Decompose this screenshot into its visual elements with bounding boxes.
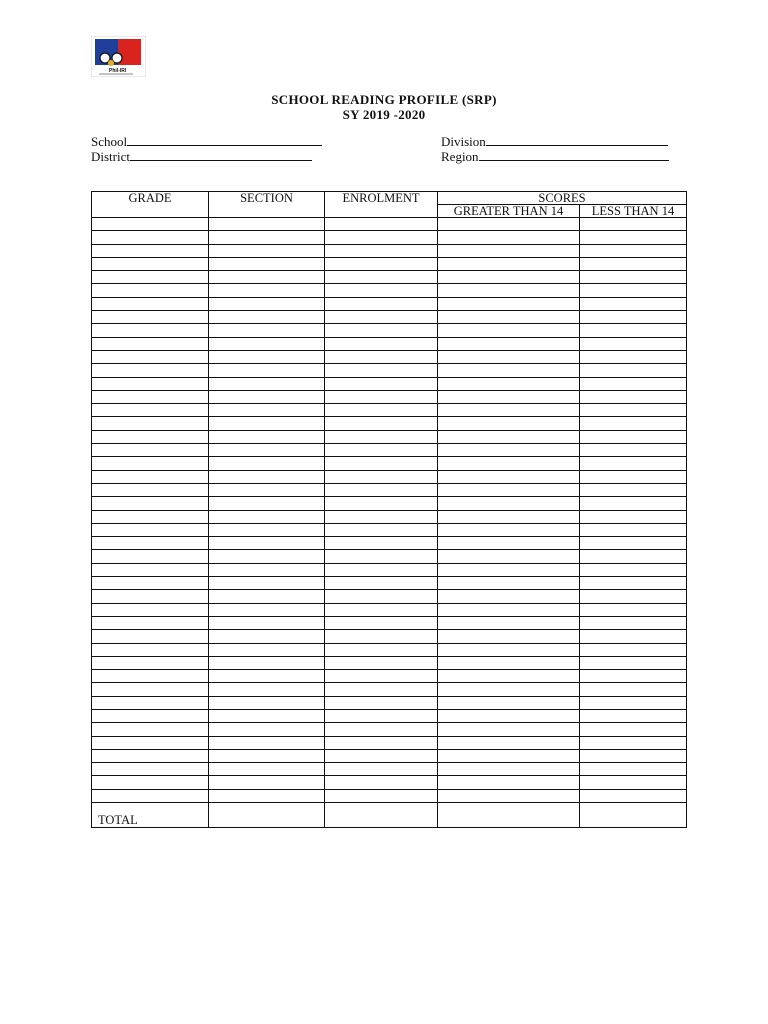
enrolment-cell[interactable] xyxy=(325,218,438,231)
table-row xyxy=(92,643,687,656)
section-cell[interactable] xyxy=(209,284,325,297)
greater-than-14-cell[interactable] xyxy=(438,603,580,616)
table-row xyxy=(92,364,687,377)
section-cell[interactable] xyxy=(209,218,325,231)
greater-than-14-cell[interactable] xyxy=(438,590,580,603)
greater-than-14-cell[interactable] xyxy=(438,324,580,337)
greater-than-14-cell[interactable] xyxy=(438,483,580,496)
less-than-14-cell[interactable] xyxy=(580,577,687,590)
grade-cell[interactable] xyxy=(92,497,209,510)
less-than-14-cell[interactable] xyxy=(580,749,687,762)
scores-header: SCORES xyxy=(438,192,687,205)
table-row xyxy=(92,656,687,669)
grade-cell[interactable] xyxy=(92,271,209,284)
table-row xyxy=(92,563,687,576)
table-row xyxy=(92,350,687,363)
less-than-14-cell[interactable] xyxy=(580,723,687,736)
grade-cell[interactable] xyxy=(92,324,209,337)
grade-cell[interactable] xyxy=(92,297,209,310)
section-cell[interactable] xyxy=(209,683,325,696)
section-cell[interactable] xyxy=(209,696,325,709)
table-row xyxy=(92,444,687,457)
less-than-14-cell[interactable] xyxy=(580,537,687,550)
less-than-14-cell[interactable] xyxy=(580,337,687,350)
enrolment-cell[interactable] xyxy=(325,271,438,284)
enrolment-cell[interactable] xyxy=(325,763,438,776)
enrolment-cell[interactable] xyxy=(325,683,438,696)
section-cell[interactable] xyxy=(209,311,325,324)
grade-cell[interactable] xyxy=(92,390,209,403)
less-than-14-header: LESS THAN 14 xyxy=(580,205,687,218)
less-than-14-cell[interactable] xyxy=(580,218,687,231)
table-row xyxy=(92,497,687,510)
enrolment-cell[interactable] xyxy=(325,390,438,403)
greater-than-14-cell[interactable] xyxy=(438,231,580,244)
greater-than-14-cell[interactable] xyxy=(438,577,580,590)
grade-cell[interactable] xyxy=(92,603,209,616)
less-than-14-cell[interactable] xyxy=(580,324,687,337)
enrolment-cell[interactable] xyxy=(325,723,438,736)
less-than-14-cell[interactable] xyxy=(580,444,687,457)
enrolment-cell[interactable] xyxy=(325,537,438,550)
section-cell[interactable] xyxy=(209,736,325,749)
enrolment-cell[interactable] xyxy=(325,643,438,656)
school-year: SY 2019 -2020 xyxy=(342,107,426,122)
enrolment-cell[interactable] xyxy=(325,444,438,457)
grade-cell[interactable] xyxy=(92,430,209,443)
enrolment-cell[interactable] xyxy=(325,311,438,324)
section-cell[interactable] xyxy=(209,510,325,523)
enrolment-cell[interactable] xyxy=(325,257,438,270)
less-than-14-cell[interactable] xyxy=(580,457,687,470)
grade-cell[interactable] xyxy=(92,483,209,496)
greater-than-14-cell[interactable] xyxy=(438,364,580,377)
district-label: District xyxy=(91,149,130,164)
section-cell[interactable] xyxy=(209,523,325,536)
enrolment-cell[interactable] xyxy=(325,789,438,802)
total-enrolment-cell[interactable] xyxy=(325,803,438,828)
table-row xyxy=(92,749,687,762)
greater-than-14-cell[interactable] xyxy=(438,749,580,762)
greater-than-14-cell[interactable] xyxy=(438,297,580,310)
enrolment-cell[interactable] xyxy=(325,510,438,523)
table-row xyxy=(92,244,687,257)
grade-cell[interactable] xyxy=(92,709,209,722)
greater-than-14-cell[interactable] xyxy=(438,271,580,284)
greater-than-14-cell[interactable] xyxy=(438,670,580,683)
grade-cell[interactable] xyxy=(92,337,209,350)
greater-than-14-cell[interactable] xyxy=(438,444,580,457)
enrolment-cell[interactable] xyxy=(325,497,438,510)
enrolment-cell[interactable] xyxy=(325,523,438,536)
grade-cell[interactable] xyxy=(92,470,209,483)
greater-than-14-cell[interactable] xyxy=(438,630,580,643)
table-row xyxy=(92,284,687,297)
section-cell[interactable] xyxy=(209,656,325,669)
enrolment-cell[interactable] xyxy=(325,457,438,470)
grade-header: GRADE xyxy=(92,192,209,218)
table-row xyxy=(92,337,687,350)
greater-than-14-cell[interactable] xyxy=(438,723,580,736)
greater-than-14-cell[interactable] xyxy=(438,763,580,776)
table-row xyxy=(92,696,687,709)
enrolment-cell[interactable] xyxy=(325,430,438,443)
enrolment-cell[interactable] xyxy=(325,337,438,350)
total-greater-cell[interactable] xyxy=(438,803,580,828)
less-than-14-cell[interactable] xyxy=(580,590,687,603)
section-cell[interactable] xyxy=(209,470,325,483)
enrolment-cell[interactable] xyxy=(325,616,438,629)
table-row xyxy=(92,577,687,590)
section-cell[interactable] xyxy=(209,590,325,603)
less-than-14-cell[interactable] xyxy=(580,709,687,722)
section-cell[interactable] xyxy=(209,789,325,802)
table-row xyxy=(92,218,687,231)
enrolment-cell[interactable] xyxy=(325,603,438,616)
less-than-14-cell[interactable] xyxy=(580,404,687,417)
greater-than-14-cell[interactable] xyxy=(438,643,580,656)
table-row xyxy=(92,404,687,417)
greater-than-14-cell[interactable] xyxy=(438,430,580,443)
less-than-14-cell[interactable] xyxy=(580,284,687,297)
section-cell[interactable] xyxy=(209,497,325,510)
table-row xyxy=(92,390,687,403)
less-than-14-cell[interactable] xyxy=(580,789,687,802)
enrolment-cell[interactable] xyxy=(325,709,438,722)
logo-text: Phil-IRI xyxy=(109,68,127,74)
less-than-14-cell[interactable] xyxy=(580,470,687,483)
section-header: SECTION xyxy=(209,192,325,218)
region-field[interactable] xyxy=(441,148,669,165)
less-than-14-cell[interactable] xyxy=(580,417,687,430)
greater-than-14-cell[interactable] xyxy=(438,257,580,270)
grade-cell[interactable] xyxy=(92,683,209,696)
grade-cell[interactable] xyxy=(92,643,209,656)
greater-than-14-cell[interactable] xyxy=(438,736,580,749)
enrolment-cell[interactable] xyxy=(325,696,438,709)
total-less-cell[interactable] xyxy=(580,803,687,828)
section-cell[interactable] xyxy=(209,257,325,270)
grade-cell[interactable] xyxy=(92,537,209,550)
less-than-14-cell[interactable] xyxy=(580,736,687,749)
table-row xyxy=(92,523,687,536)
section-cell[interactable] xyxy=(209,244,325,257)
section-cell[interactable] xyxy=(209,630,325,643)
section-cell[interactable] xyxy=(209,390,325,403)
grade-cell[interactable] xyxy=(92,350,209,363)
table-row xyxy=(92,709,687,722)
table-row xyxy=(92,257,687,270)
less-than-14-cell[interactable] xyxy=(580,603,687,616)
enrolment-cell[interactable] xyxy=(325,563,438,576)
grade-cell[interactable] xyxy=(92,563,209,576)
section-cell[interactable] xyxy=(209,550,325,563)
greater-than-14-cell[interactable] xyxy=(438,417,580,430)
greater-than-14-cell[interactable] xyxy=(438,337,580,350)
greater-than-14-cell[interactable] xyxy=(438,350,580,363)
grade-cell[interactable] xyxy=(92,749,209,762)
grade-cell[interactable] xyxy=(92,590,209,603)
greater-than-14-cell[interactable] xyxy=(438,497,580,510)
grade-cell[interactable] xyxy=(92,616,209,629)
division-label: Division xyxy=(441,134,486,149)
reading-profile-table xyxy=(91,191,687,828)
less-than-14-cell[interactable] xyxy=(580,271,687,284)
less-than-14-cell[interactable] xyxy=(580,696,687,709)
greater-than-14-cell[interactable] xyxy=(438,404,580,417)
enrolment-header: ENROLMENT xyxy=(325,192,438,218)
grade-cell[interactable] xyxy=(92,510,209,523)
greater-than-14-cell[interactable] xyxy=(438,683,580,696)
enrolment-cell[interactable] xyxy=(325,404,438,417)
section-cell[interactable] xyxy=(209,364,325,377)
table-row xyxy=(92,590,687,603)
table-row xyxy=(92,776,687,789)
greater-than-14-header: GREATER THAN 14 xyxy=(438,205,580,218)
section-cell[interactable] xyxy=(209,616,325,629)
section-cell[interactable] xyxy=(209,271,325,284)
school-label: School xyxy=(91,134,128,149)
grade-cell[interactable] xyxy=(92,696,209,709)
table-row xyxy=(92,457,687,470)
greater-than-14-cell[interactable] xyxy=(438,789,580,802)
grade-cell[interactable] xyxy=(92,231,209,244)
greater-than-14-cell[interactable] xyxy=(438,523,580,536)
less-than-14-cell[interactable] xyxy=(580,311,687,324)
table-row xyxy=(92,789,687,802)
enrolment-cell[interactable] xyxy=(325,670,438,683)
section-cell[interactable] xyxy=(209,337,325,350)
greater-than-14-cell[interactable] xyxy=(438,470,580,483)
section-cell[interactable] xyxy=(209,643,325,656)
less-than-14-cell[interactable] xyxy=(580,430,687,443)
grade-cell[interactable] xyxy=(92,630,209,643)
table-row xyxy=(92,297,687,310)
document-title: SCHOOL READING PROFILE (SRP) xyxy=(271,92,497,107)
enrolment-cell[interactable] xyxy=(325,776,438,789)
greater-than-14-cell[interactable] xyxy=(438,616,580,629)
grade-cell[interactable] xyxy=(92,763,209,776)
table-row xyxy=(92,430,687,443)
greater-than-14-cell[interactable] xyxy=(438,377,580,390)
grade-cell[interactable] xyxy=(92,550,209,563)
table-row xyxy=(92,603,687,616)
section-cell[interactable] xyxy=(209,537,325,550)
enrolment-cell[interactable] xyxy=(325,231,438,244)
greater-than-14-cell[interactable] xyxy=(438,563,580,576)
enrolment-cell[interactable] xyxy=(325,483,438,496)
less-than-14-cell[interactable] xyxy=(580,683,687,696)
less-than-14-cell[interactable] xyxy=(580,350,687,363)
section-cell[interactable] xyxy=(209,377,325,390)
greater-than-14-cell[interactable] xyxy=(438,537,580,550)
less-than-14-cell[interactable] xyxy=(580,763,687,776)
less-than-14-cell[interactable] xyxy=(580,244,687,257)
enrolment-cell[interactable] xyxy=(325,377,438,390)
table-row xyxy=(92,417,687,430)
table-row xyxy=(92,271,687,284)
less-than-14-cell[interactable] xyxy=(580,670,687,683)
less-than-14-cell[interactable] xyxy=(580,656,687,669)
greater-than-14-cell[interactable] xyxy=(438,244,580,257)
section-cell[interactable] xyxy=(209,417,325,430)
enrolment-cell[interactable] xyxy=(325,577,438,590)
enrolment-cell[interactable] xyxy=(325,656,438,669)
grade-cell[interactable] xyxy=(92,404,209,417)
grade-cell[interactable] xyxy=(92,670,209,683)
less-than-14-cell[interactable] xyxy=(580,377,687,390)
total-section-cell[interactable] xyxy=(209,803,325,828)
less-than-14-cell[interactable] xyxy=(580,550,687,563)
grade-cell[interactable] xyxy=(92,364,209,377)
greater-than-14-cell[interactable] xyxy=(438,284,580,297)
enrolment-cell[interactable] xyxy=(325,550,438,563)
enrolment-cell[interactable] xyxy=(325,590,438,603)
section-cell[interactable] xyxy=(209,763,325,776)
grade-cell[interactable] xyxy=(92,444,209,457)
less-than-14-cell[interactable] xyxy=(580,643,687,656)
table-row xyxy=(92,537,687,550)
section-cell[interactable] xyxy=(209,776,325,789)
section-cell[interactable] xyxy=(209,577,325,590)
total-label: TOTAL xyxy=(98,813,138,828)
section-cell[interactable] xyxy=(209,563,325,576)
grade-cell[interactable] xyxy=(92,457,209,470)
greater-than-14-cell[interactable] xyxy=(438,457,580,470)
section-cell[interactable] xyxy=(209,430,325,443)
table-row xyxy=(92,736,687,749)
less-than-14-cell[interactable] xyxy=(580,523,687,536)
grade-cell[interactable] xyxy=(92,417,209,430)
less-than-14-cell[interactable] xyxy=(580,563,687,576)
grade-cell[interactable] xyxy=(92,523,209,536)
section-cell[interactable] xyxy=(209,749,325,762)
grade-cell[interactable] xyxy=(92,577,209,590)
grade-cell[interactable] xyxy=(92,218,209,231)
total-cell[interactable] xyxy=(92,803,209,828)
section-cell[interactable] xyxy=(209,709,325,722)
table-row xyxy=(92,763,687,776)
section-cell[interactable] xyxy=(209,324,325,337)
enrolment-cell[interactable] xyxy=(325,470,438,483)
table-row xyxy=(92,324,687,337)
section-cell[interactable] xyxy=(209,670,325,683)
table-row xyxy=(92,470,687,483)
less-than-14-cell[interactable] xyxy=(580,497,687,510)
grade-cell[interactable] xyxy=(92,311,209,324)
grade-cell[interactable] xyxy=(92,736,209,749)
greater-than-14-cell[interactable] xyxy=(438,390,580,403)
table-row xyxy=(92,683,687,696)
greater-than-14-cell[interactable] xyxy=(438,776,580,789)
section-cell[interactable] xyxy=(209,483,325,496)
enrolment-cell[interactable] xyxy=(325,284,438,297)
grade-cell[interactable] xyxy=(92,284,209,297)
less-than-14-cell[interactable] xyxy=(580,257,687,270)
section-cell[interactable] xyxy=(209,444,325,457)
table-row xyxy=(92,723,687,736)
greater-than-14-cell[interactable] xyxy=(438,218,580,231)
grade-cell[interactable] xyxy=(92,789,209,802)
section-cell[interactable] xyxy=(209,603,325,616)
less-than-14-cell[interactable] xyxy=(580,297,687,310)
enrolment-cell[interactable] xyxy=(325,749,438,762)
enrolment-cell[interactable] xyxy=(325,244,438,257)
less-than-14-cell[interactable] xyxy=(580,630,687,643)
table-row xyxy=(92,311,687,324)
section-cell[interactable] xyxy=(209,457,325,470)
grade-cell[interactable] xyxy=(92,776,209,789)
table-row xyxy=(92,670,687,683)
greater-than-14-cell[interactable] xyxy=(438,510,580,523)
grade-cell[interactable] xyxy=(92,257,209,270)
table-row xyxy=(92,231,687,244)
greater-than-14-cell[interactable] xyxy=(438,311,580,324)
section-cell[interactable] xyxy=(209,723,325,736)
greater-than-14-cell[interactable] xyxy=(438,696,580,709)
enrolment-cell[interactable] xyxy=(325,350,438,363)
enrolment-cell[interactable] xyxy=(325,736,438,749)
less-than-14-cell[interactable] xyxy=(580,483,687,496)
less-than-14-cell[interactable] xyxy=(580,616,687,629)
region-label: Region xyxy=(441,149,479,164)
greater-than-14-cell[interactable] xyxy=(438,656,580,669)
table-row xyxy=(92,483,687,496)
table-row xyxy=(92,616,687,629)
section-cell[interactable] xyxy=(209,231,325,244)
table-row xyxy=(92,630,687,643)
phil-iri-logo xyxy=(91,36,146,77)
less-than-14-cell[interactable] xyxy=(580,510,687,523)
enrolment-cell[interactable] xyxy=(325,324,438,337)
table-row xyxy=(92,377,687,390)
grade-cell[interactable] xyxy=(92,244,209,257)
section-cell[interactable] xyxy=(209,404,325,417)
grade-cell[interactable] xyxy=(92,656,209,669)
section-cell[interactable] xyxy=(209,297,325,310)
less-than-14-cell[interactable] xyxy=(580,364,687,377)
enrolment-cell[interactable] xyxy=(325,630,438,643)
section-cell[interactable] xyxy=(209,350,325,363)
enrolment-cell[interactable] xyxy=(325,297,438,310)
greater-than-14-cell[interactable] xyxy=(438,709,580,722)
enrolment-cell[interactable] xyxy=(325,417,438,430)
total-row xyxy=(92,803,687,828)
table-row xyxy=(92,510,687,523)
district-field[interactable] xyxy=(91,148,312,165)
greater-than-14-cell[interactable] xyxy=(438,550,580,563)
table-row xyxy=(92,550,687,563)
grade-cell[interactable] xyxy=(92,723,209,736)
less-than-14-cell[interactable] xyxy=(580,776,687,789)
enrolment-cell[interactable] xyxy=(325,364,438,377)
less-than-14-cell[interactable] xyxy=(580,231,687,244)
grade-cell[interactable] xyxy=(92,377,209,390)
less-than-14-cell[interactable] xyxy=(580,390,687,403)
